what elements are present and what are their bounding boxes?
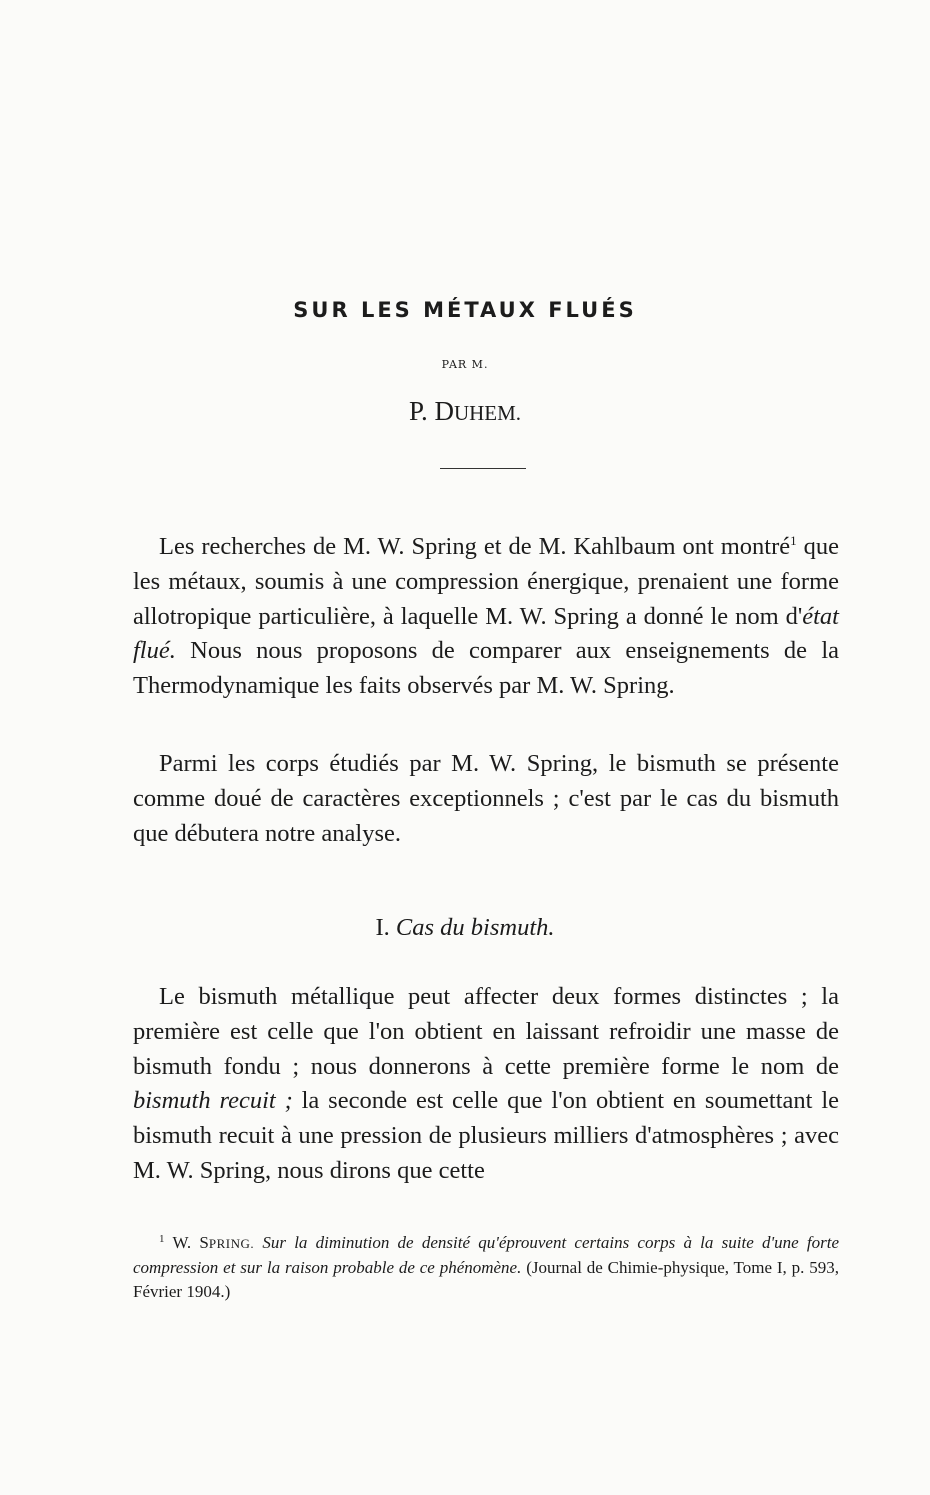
section-title: Cas du bismuth.: [395, 914, 555, 941]
author-initial: P. D: [408, 396, 454, 426]
section-heading: [0, 914, 930, 942]
paragraph-1-text-b: que les métaux, soumis à une compression énergique, prenaient une forme allotropique particulière, à laquelle M. W. Spring a donné le nom d': [133, 533, 839, 630]
footnote-author-initial: W. S: [172, 1233, 209, 1252]
paragraph-3-text-b: la seconde est celle que l'on obtient en soumettant le bismuth recuit à une pression de plusieurs milliers d'atmosphères ; avec M. W. Spring, nous dirons que cette: [133, 1087, 839, 1184]
paragraph-2: [133, 747, 839, 851]
section-number: I.: [375, 914, 390, 941]
byline: PAR M.: [441, 358, 489, 371]
footnote-reference: 1: [790, 533, 797, 548]
paragraph-2-text: Parmi les corps étudiés par M. W. Spring, le bismuth se présente comme doué de caractères exceptionnels ; c'est par le cas du bismuth que débutera notre analyse.: [133, 750, 839, 847]
footnote-mark: 1: [159, 1233, 165, 1245]
article-title: SUR LES MÉTAUX FLUÉS: [293, 298, 637, 322]
footnote-citation-source: (Journal de Chimie-physique, Tome I, p. 593, Février 1904.): [133, 1258, 839, 1301]
paragraph-1-text-a: Les recherches de M. W. Spring et de M. Kahlbaum ont montré: [159, 533, 791, 560]
paragraph-3: [133, 980, 839, 1189]
paragraph-3-italic: bismuth recuit ;: [133, 1087, 293, 1115]
paragraph-1: [133, 530, 839, 704]
footnote: [133, 1231, 839, 1304]
paragraph-3-text-a: Le bismuth métallique peut affecter deux formes distinctes ; la première est celle que l'on obtient en laissant refroidir une masse de bismuth fondu ; nous donnerons à cette première forme le nom de: [133, 983, 839, 1080]
footnote-citation-title: Sur la diminution de densité qu'éprouvent certains corps à la suite d'une forte compression et sur la raison probable de ce phénomène.: [133, 1233, 839, 1277]
paragraph-1-italic: état flué.: [133, 602, 839, 665]
title-divider: [440, 468, 526, 469]
paragraph-1-text-c: Nous nous proposons de comparer aux enseignements de la Thermodynamique les faits observés par M. W. Spring.: [133, 637, 839, 700]
author-surname: UHEM.: [453, 401, 522, 425]
author-name: [0, 396, 930, 427]
footnote-author-surname: PRING.: [208, 1236, 255, 1251]
